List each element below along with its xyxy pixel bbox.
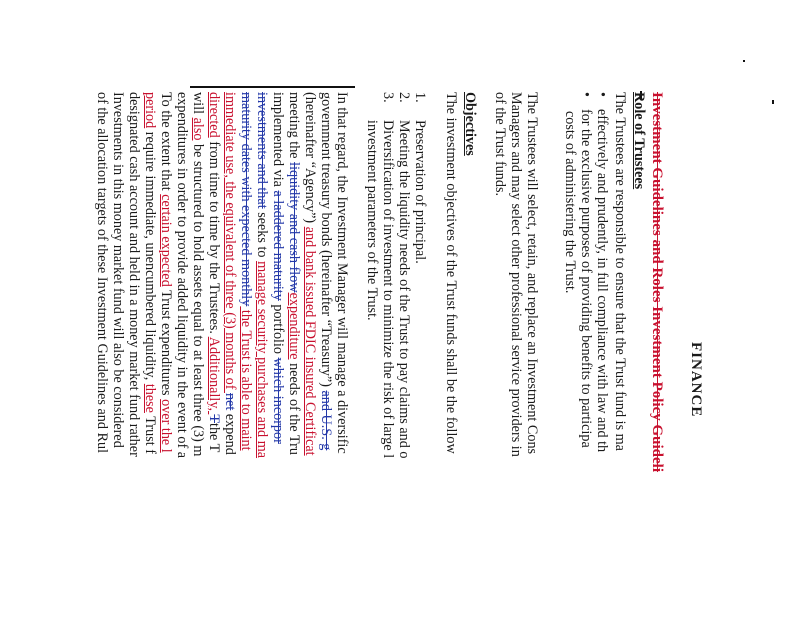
para-line: In that regard, the Investment Manager will manage a diversific [334, 92, 350, 454]
role-bullet-line: •effectively and prudently, in full compliance with law and th [594, 92, 610, 453]
para-line: of the allocation targets of these Investment Guidelines and Rul [94, 92, 110, 454]
document-title: Investment Guidelines and Roles Investment Policy Guideli [649, 92, 665, 473]
objective-item: 3.Diversification of investment to minimize the risk of large l [380, 92, 396, 459]
objectives-intro: The investment objectives of the Trust funds shall be the follow [443, 92, 459, 454]
para-line: maturity dates with expected monthly the Trust is able to maint [238, 92, 254, 451]
role-text-line: The Trustees are responsible to ensure that the Trust fund is ma [612, 92, 628, 451]
objectives-heading: Objectives [462, 92, 478, 156]
rotated-document [94, 92, 704, 618]
scan-tick-mark [743, 60, 745, 62]
para-line: directed from time to time by the Trustees. Additionally, Tthe T [206, 92, 222, 453]
para-line: To the extent that certain expected Trust expenditures over the l [158, 92, 174, 453]
role-bullet-line: •for the exclusive purposes of providing benefits to participa [578, 92, 594, 448]
para-line: expenditures in order to provide added liquidity in the event of a [174, 92, 190, 459]
para-line: investments and that seeks to manage security purchases and ma [254, 92, 270, 459]
scan-line-left [190, 86, 355, 88]
para-line: period require immediate, unencumbered liquidity, these Trust f [142, 92, 158, 454]
role-bullet-line: costs of administering the Trust. [562, 111, 578, 294]
objective-item: investment parameters of the Trust. [364, 120, 380, 321]
para-line: designated cash account and held in a money market fund rather [126, 92, 142, 457]
para-line: (hereinafter “Agency”) and bank issued FDIC insured Certificat [302, 92, 318, 456]
objective-item: 1.Preservation of principal. [412, 92, 428, 264]
para-line: will also be structured to hold assets equal to at least three (3) m [190, 92, 206, 457]
objective-item: 2.Meeting the liquidity needs of the Trust to pay claims and o [396, 92, 412, 459]
header-finance: FINANCE [688, 342, 704, 418]
para-line: immediate use, the equivalent of three (3) months of net expend [222, 92, 238, 455]
trustees-select-line: Managers and may select other professional service providers in [508, 92, 524, 457]
para-line: implemented via a laddered maturity portfolio which incorpor [270, 92, 286, 444]
scan-tick-mark [772, 100, 774, 104]
para-line: government treasury bonds (hereinafter “Treasury”) and U.S. g [318, 92, 334, 451]
para-line: meeting the liquidity and cash flowexpenditure needs of the Tru [286, 92, 302, 455]
trustees-select-line: The Trustees will select, retain, and replace an Investment Cons [524, 92, 540, 455]
trustees-select-line: of the Trust funds. [492, 92, 508, 197]
para-line: Investments in this money market fund will also be considered [110, 92, 126, 448]
role-heading: Role of Trustees [631, 92, 647, 190]
